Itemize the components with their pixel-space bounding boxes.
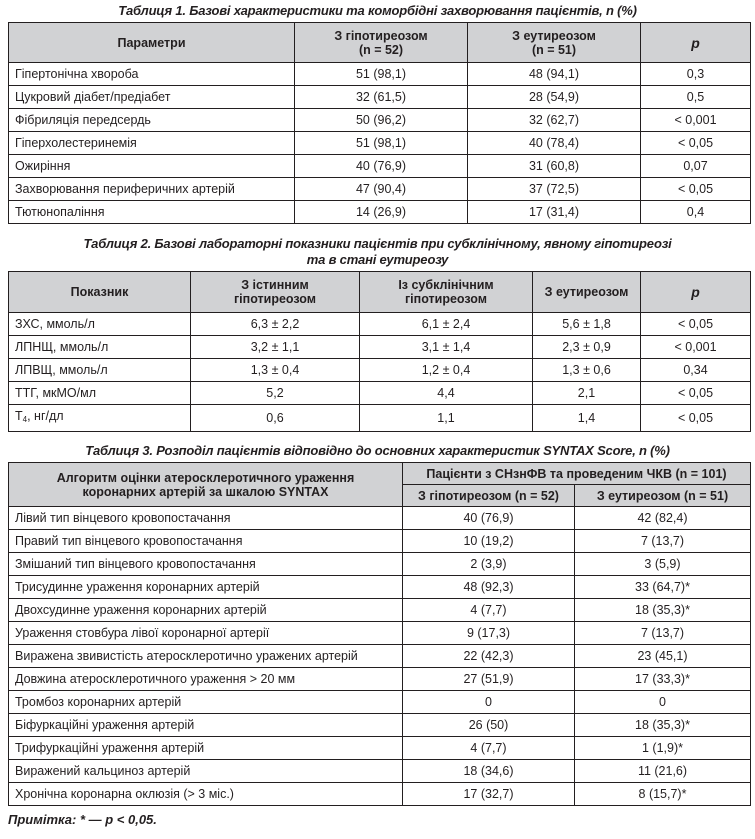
- parameter-cell: Гіпертонічна хвороба: [9, 63, 295, 86]
- table2-header-subclin-line1: Із субклінічним: [398, 278, 494, 292]
- euthyroid-value-cell: 40 (78,4): [468, 132, 641, 155]
- hypothyroid-value-cell: 4 (7,7): [403, 599, 575, 622]
- indicator-subscript: 4: [22, 415, 28, 424]
- euthyroid-value-cell: 28 (54,9): [468, 86, 641, 109]
- table-row: [9, 668, 751, 691]
- euthyroid-value-cell: 11 (21,6): [575, 760, 751, 783]
- subclinical-value-cell: 1,2 ± 0,4: [360, 359, 533, 382]
- table-row: [9, 86, 751, 109]
- table2: [8, 271, 751, 432]
- hypothyroid-value-cell: 51 (98,1): [295, 63, 468, 86]
- euthyroid-value-cell: 17 (31,4): [468, 201, 641, 224]
- euthyroid-value-cell: 7 (13,7): [575, 622, 751, 645]
- p-value-cell: < 0,001: [641, 336, 751, 359]
- hypothyroid-value-cell: 40 (76,9): [295, 155, 468, 178]
- table-row: [9, 599, 751, 622]
- subclinical-value-cell: 6,1 ± 2,4: [360, 313, 533, 336]
- hypothyroid-value-cell: 2 (3,9): [403, 553, 575, 576]
- p-value-cell: < 0,05: [641, 382, 751, 405]
- indicator-cell: [9, 405, 191, 432]
- table2-header-subclin-line2: гіпотиреозом: [404, 292, 488, 306]
- table2-header-row: [9, 272, 751, 313]
- table3-caption: Таблиця 3. Розподіл пацієнтів відповідно до основних характеристик SYNTAX Score, n (%): [85, 443, 670, 458]
- true-hypothyroid-value-cell: 1,3 ± 0,4: [191, 359, 360, 382]
- indicator-cell: ЛПНЩ, ммоль/л: [9, 336, 191, 359]
- table2-header-indicator: Показник: [9, 272, 191, 313]
- euthyroid-value-cell: 0: [575, 691, 751, 714]
- table-row: [9, 405, 751, 432]
- euthyroid-value-cell: 2,3 ± 0,9: [533, 336, 641, 359]
- euthyroid-value-cell: 3 (5,9): [575, 553, 751, 576]
- table-row: [9, 109, 751, 132]
- table1-header-param: Параметри: [9, 23, 295, 63]
- table-row: [9, 576, 751, 599]
- table-row: [9, 382, 751, 405]
- table1-header-hypo-line1: З гіпотиреозом: [334, 28, 428, 43]
- table-row: [9, 178, 751, 201]
- euthyroid-value-cell: 7 (13,7): [575, 530, 751, 553]
- table2-caption-line2: та в стані еутиреозу: [306, 252, 449, 267]
- p-value-cell: < 0,05: [641, 132, 751, 155]
- euthyroid-value-cell: 2,1: [533, 382, 641, 405]
- table-row: [9, 132, 751, 155]
- true-hypothyroid-value-cell: 5,2: [191, 382, 360, 405]
- subclinical-value-cell: 3,1 ± 1,4: [360, 336, 533, 359]
- syntax-parameter-cell: Тромбоз коронарних артерій: [9, 691, 403, 714]
- parameter-cell: Гіперхолестеринемія: [9, 132, 295, 155]
- parameter-cell: Цукровий діабет/предіабет: [9, 86, 295, 109]
- hypothyroid-value-cell: 47 (90,4): [295, 178, 468, 201]
- indicator-base: T: [15, 409, 23, 423]
- p-value-cell: < 0,05: [641, 405, 751, 432]
- table1-header-eu-line2: (n = 51): [531, 42, 577, 57]
- p-value-cell: 0,3: [641, 63, 751, 86]
- table-row: [9, 63, 751, 86]
- hypothyroid-value-cell: 40 (76,9): [403, 507, 575, 530]
- hypothyroid-value-cell: 26 (50): [403, 714, 575, 737]
- indicator-cell: ТТГ, мкМО/мл: [9, 382, 191, 405]
- parameter-cell: Тютюнопаління: [9, 201, 295, 224]
- euthyroid-value-cell: 37 (72,5): [468, 178, 641, 201]
- indicator-unit: , нг/дл: [27, 409, 64, 423]
- table3-header-hypo: З гіпотиреозом (n = 52): [403, 485, 575, 507]
- true-hypothyroid-value-cell: 0,6: [191, 405, 360, 432]
- hypothyroid-value-cell: 22 (42,3): [403, 645, 575, 668]
- table-row: [9, 507, 751, 530]
- table1-header-hypo-line2: (n = 52): [358, 42, 404, 57]
- table-row: [9, 737, 751, 760]
- euthyroid-value-cell: 1 (1,9)*: [575, 737, 751, 760]
- table3-header-algo: [9, 463, 403, 507]
- table-row: [9, 530, 751, 553]
- table-row: [9, 714, 751, 737]
- syntax-parameter-cell: Ураження стовбура лівої коронарної артерії: [9, 622, 403, 645]
- indicator-cell: ЗХС, ммоль/л: [9, 313, 191, 336]
- table-row: [9, 645, 751, 668]
- syntax-parameter-cell: Біфуркаційні ураження артерій: [9, 714, 403, 737]
- indicator-cell: ЛПВЩ, ммоль/л: [9, 359, 191, 382]
- table-row: [9, 553, 751, 576]
- table-row: [9, 359, 751, 382]
- table2-header-true-hypo: [191, 272, 360, 313]
- p-value-cell: 0,07: [641, 155, 751, 178]
- p-value-cell: < 0,05: [641, 313, 751, 336]
- table2-header-p: p: [641, 272, 751, 313]
- table1-header-p: p: [641, 23, 751, 63]
- euthyroid-value-cell: 18 (35,3)*: [575, 599, 751, 622]
- euthyroid-value-cell: 42 (82,4): [575, 507, 751, 530]
- table3: [8, 462, 751, 806]
- table2-header-true-hypo-line1: З істинним: [241, 278, 309, 292]
- euthyroid-value-cell: 17 (33,3)*: [575, 668, 751, 691]
- euthyroid-value-cell: 33 (64,7)*: [575, 576, 751, 599]
- table-note: Примітка: * — p < 0,05.: [8, 812, 157, 827]
- table1-header-eu: [468, 23, 641, 63]
- table3-header-group: Пацієнти з СНзнФВ та проведеним ЧКВ (n = 101): [403, 463, 751, 485]
- hypothyroid-value-cell: 48 (92,3): [403, 576, 575, 599]
- true-hypothyroid-value-cell: 3,2 ± 1,1: [191, 336, 360, 359]
- p-value-cell: < 0,001: [641, 109, 751, 132]
- table3-header-algo-line2: коронарних артерій за шкалою SYNTAX: [82, 484, 329, 499]
- syntax-parameter-cell: Виражена звивистість атеросклеротично уражених артерій: [9, 645, 403, 668]
- syntax-parameter-cell: Трисудинне ураження коронарних артерій: [9, 576, 403, 599]
- table-row: [9, 155, 751, 178]
- parameter-cell: Фібриляція передсердь: [9, 109, 295, 132]
- syntax-parameter-cell: Двохсудинне ураження коронарних артерій: [9, 599, 403, 622]
- subclinical-value-cell: 4,4: [360, 382, 533, 405]
- hypothyroid-value-cell: 18 (34,6): [403, 760, 575, 783]
- subclinical-value-cell: 1,1: [360, 405, 533, 432]
- p-value-cell: 0,4: [641, 201, 751, 224]
- true-hypothyroid-value-cell: 6,3 ± 2,2: [191, 313, 360, 336]
- table3-header-algo-line1: Алгоритм оцінки атеросклеротичного ураження: [56, 470, 355, 485]
- hypothyroid-value-cell: 32 (61,5): [295, 86, 468, 109]
- table2-header-subclin: [360, 272, 533, 313]
- table-row: [9, 336, 751, 359]
- syntax-parameter-cell: Виражений кальциноз артерій: [9, 760, 403, 783]
- syntax-parameter-cell: Правий тип вінцевого кровопостачання: [9, 530, 403, 553]
- euthyroid-value-cell: 23 (45,1): [575, 645, 751, 668]
- hypothyroid-value-cell: 0: [403, 691, 575, 714]
- table1: [8, 22, 751, 224]
- hypothyroid-value-cell: 17 (32,7): [403, 783, 575, 806]
- hypothyroid-value-cell: 51 (98,1): [295, 132, 468, 155]
- syntax-parameter-cell: Змішаний тип вінцевого кровопостачання: [9, 553, 403, 576]
- table2-caption-line1: Таблиця 2. Базові лабораторні показники пацієнтів при субклінічному, явному гіпотиреозі: [83, 236, 672, 251]
- hypothyroid-value-cell: 27 (51,9): [403, 668, 575, 691]
- parameter-cell: Ожиріння: [9, 155, 295, 178]
- hypothyroid-value-cell: 10 (19,2): [403, 530, 575, 553]
- euthyroid-value-cell: 31 (60,8): [468, 155, 641, 178]
- p-value-cell: 0,34: [641, 359, 751, 382]
- table3-header-eu: З еутиреозом (n = 51): [575, 485, 751, 507]
- table-row: [9, 691, 751, 714]
- hypothyroid-value-cell: 14 (26,9): [295, 201, 468, 224]
- table3-header-row-1: [9, 463, 751, 485]
- parameter-cell: Захворювання периферичних артерій: [9, 178, 295, 201]
- hypothyroid-value-cell: 4 (7,7): [403, 737, 575, 760]
- syntax-parameter-cell: Довжина атеросклеротичного ураження > 20 мм: [9, 668, 403, 691]
- euthyroid-value-cell: 1,4: [533, 405, 641, 432]
- table-row: [9, 201, 751, 224]
- table-row: [9, 313, 751, 336]
- syntax-parameter-cell: Трифуркаційні ураження артерій: [9, 737, 403, 760]
- euthyroid-value-cell: 18 (35,3)*: [575, 714, 751, 737]
- table1-caption: Таблиця 1. Базові характеристики та коморбідні захворювання пацієнтів, n (%): [118, 3, 637, 18]
- table1-header-eu-line1: З еутиреозом: [512, 28, 596, 43]
- euthyroid-value-cell: 48 (94,1): [468, 63, 641, 86]
- euthyroid-value-cell: 1,3 ± 0,6: [533, 359, 641, 382]
- hypothyroid-value-cell: 9 (17,3): [403, 622, 575, 645]
- hypothyroid-value-cell: 50 (96,2): [295, 109, 468, 132]
- table-row: [9, 622, 751, 645]
- table2-header-true-hypo-line2: гіпотиреозом: [233, 292, 317, 306]
- syntax-parameter-cell: Хронічна коронарна оклюзія (> 3 міс.): [9, 783, 403, 806]
- euthyroid-value-cell: 32 (62,7): [468, 109, 641, 132]
- p-value-cell: < 0,05: [641, 178, 751, 201]
- euthyroid-value-cell: 5,6 ± 1,8: [533, 313, 641, 336]
- syntax-parameter-cell: Лівий тип вінцевого кровопостачання: [9, 507, 403, 530]
- euthyroid-value-cell: 8 (15,7)*: [575, 783, 751, 806]
- table-row: [9, 760, 751, 783]
- table2-header-eu: З еутиреозом: [533, 272, 641, 313]
- table-row: [9, 783, 751, 806]
- p-value-cell: 0,5: [641, 86, 751, 109]
- table1-header-row: [9, 23, 751, 63]
- table1-header-hypo: [295, 23, 468, 63]
